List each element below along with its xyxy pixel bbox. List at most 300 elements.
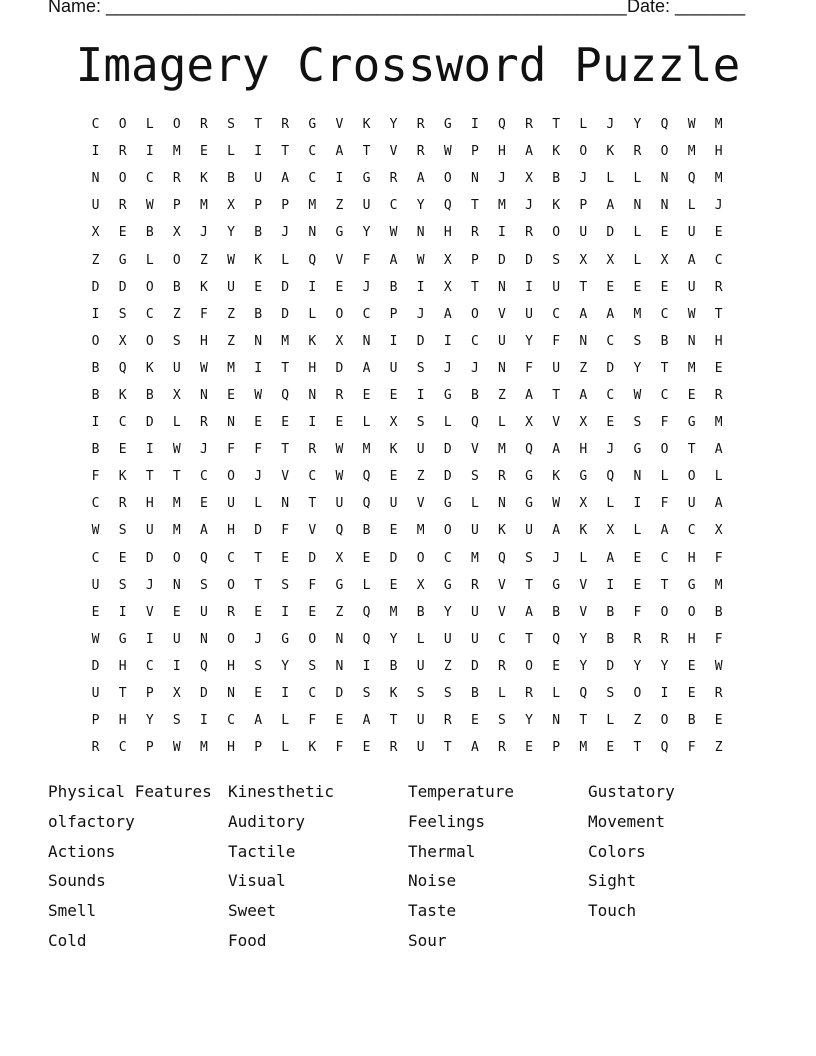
grid-letter: A: [443, 306, 452, 322]
grid-letter: I: [254, 360, 263, 376]
grid-letter: W: [443, 144, 452, 160]
grid-letter: S: [633, 333, 642, 349]
grid-letter: S: [281, 577, 290, 593]
grid-letter: B: [254, 225, 263, 241]
grid-letter: E: [552, 658, 561, 674]
grid-letter: K: [389, 442, 398, 458]
grid-letter: L: [227, 144, 235, 160]
grid-letter: O: [633, 686, 642, 702]
grid-letter: V: [498, 306, 506, 322]
word-bank-item: Tactile: [228, 841, 296, 861]
grid-letter: L: [498, 415, 506, 431]
grid-letter: H: [498, 144, 506, 160]
grid-letter: D: [254, 523, 263, 539]
grid-letter: I: [145, 631, 154, 647]
grid-letter: S: [498, 713, 506, 729]
grid-letter: Z: [498, 387, 506, 403]
grid-letter: O: [660, 442, 669, 458]
grid-letter: P: [254, 198, 263, 214]
grid-letter: J: [606, 442, 615, 458]
grid-letter: M: [416, 523, 425, 539]
grid-letter: I: [443, 333, 452, 349]
grid-letter: B: [470, 686, 479, 702]
grid-letter: Y: [633, 117, 642, 133]
grid-letter: O: [145, 279, 154, 295]
grid-letter: T: [389, 713, 398, 729]
grid-letter: S: [118, 306, 127, 322]
grid-letter: N: [498, 496, 506, 512]
grid-letter: I: [498, 225, 506, 241]
grid-letter: B: [227, 171, 235, 187]
grid-letter: L: [416, 631, 425, 647]
grid-letter: A: [579, 387, 588, 403]
grid-letter: E: [335, 415, 344, 431]
grid-letter: D: [389, 550, 398, 566]
grid-letter: L: [552, 686, 561, 702]
grid-letter: D: [335, 686, 344, 702]
grid-letter: U: [227, 279, 235, 295]
grid-letter: N: [200, 631, 208, 647]
grid-letter: U: [687, 225, 696, 241]
grid-letter: O: [687, 604, 696, 620]
grid-letter: X: [91, 225, 100, 241]
grid-letter: Q: [335, 523, 344, 539]
grid-letter: D: [91, 658, 100, 674]
grid-letter: A: [362, 360, 371, 376]
grid-letter: S: [416, 415, 425, 431]
grid-letter: B: [145, 225, 154, 241]
grid-letter: B: [416, 604, 425, 620]
grid-letter: F: [714, 631, 723, 647]
grid-letter: E: [362, 740, 371, 756]
grid-letter: A: [660, 523, 669, 539]
grid-letter: S: [118, 577, 127, 593]
grid-letter: X: [172, 387, 181, 403]
grid-letter: H: [227, 523, 235, 539]
grid-letter: L: [633, 523, 642, 539]
grid-letter: G: [443, 387, 452, 403]
grid-letter: J: [200, 225, 208, 241]
grid-letter: D: [416, 333, 425, 349]
word-bank-item: olfactory: [48, 811, 135, 831]
grid-letter: K: [145, 360, 154, 376]
word-bank-item: Taste: [408, 901, 457, 921]
grid-letter: F: [525, 360, 533, 376]
grid-letter: T: [525, 631, 533, 647]
grid-letter: Q: [200, 550, 208, 566]
grid-letter: L: [281, 252, 290, 268]
grid-letter: M: [714, 117, 723, 133]
grid-letter: Q: [281, 387, 290, 403]
grid-letter: R: [443, 713, 452, 729]
grid-letter: W: [91, 631, 100, 647]
grid-letter: E: [254, 604, 263, 620]
grid-letter: O: [118, 171, 127, 187]
grid-letter: K: [552, 469, 561, 485]
grid-letter: E: [389, 577, 398, 593]
grid-letter: N: [308, 387, 317, 403]
grid-letter: R: [470, 225, 479, 241]
grid-letter: I: [145, 442, 154, 458]
grid-letter: F: [281, 523, 290, 539]
grid-letter: R: [227, 604, 235, 620]
grid-letter: Z: [443, 658, 452, 674]
grid-letter: B: [172, 279, 181, 295]
grid-letter: G: [443, 577, 452, 593]
grid-letter: R: [200, 117, 208, 133]
grid-letter: C: [308, 144, 317, 160]
grid-letter: E: [606, 415, 615, 431]
grid-letter: A: [362, 713, 371, 729]
grid-letter: O: [660, 604, 669, 620]
grid-letter: Y: [227, 225, 235, 241]
grid-letter: A: [525, 387, 533, 403]
grid-letter: M: [200, 198, 208, 214]
grid-letter: D: [308, 550, 317, 566]
grid-letter: F: [552, 333, 561, 349]
grid-letter: M: [714, 415, 723, 431]
grid-letter: B: [552, 604, 561, 620]
grid-letter: C: [470, 333, 479, 349]
grid-letter: R: [633, 631, 642, 647]
grid-letter: I: [416, 387, 425, 403]
word-bank-item: Temperature: [408, 782, 514, 801]
grid-letter: O: [335, 306, 344, 322]
grid-letter: F: [714, 550, 723, 566]
grid-letter: A: [281, 171, 290, 187]
grid-letter: R: [498, 740, 506, 756]
grid-letter: R: [660, 631, 669, 647]
grid-letter: S: [416, 686, 425, 702]
grid-letter: N: [498, 279, 506, 295]
grid-letter: H: [118, 713, 127, 729]
grid-letter: H: [714, 333, 723, 349]
grid-letter: B: [606, 631, 615, 647]
grid-letter: E: [362, 387, 371, 403]
grid-letter: I: [200, 713, 208, 729]
grid-letter: E: [687, 387, 696, 403]
grid-letter: R: [416, 144, 425, 160]
grid-letter: X: [525, 171, 533, 187]
grid-letter: X: [714, 523, 723, 539]
grid-letter: Z: [335, 198, 344, 214]
grid-letter: F: [91, 469, 100, 485]
grid-letter: X: [443, 279, 452, 295]
grid-letter: K: [200, 171, 208, 187]
grid-letter: E: [389, 387, 398, 403]
grid-letter: N: [335, 631, 344, 647]
grid-letter: K: [254, 252, 263, 268]
grid-letter: C: [606, 333, 615, 349]
grid-letter: U: [91, 198, 100, 214]
grid-letter: Q: [362, 631, 371, 647]
grid-letter: M: [498, 442, 506, 458]
grid-letter: E: [362, 550, 371, 566]
grid-letter: L: [606, 713, 615, 729]
grid-letter: K: [498, 523, 506, 539]
grid-letter: X: [660, 252, 669, 268]
grid-letter: I: [660, 686, 669, 702]
grid-letter: U: [254, 171, 263, 187]
grid-letter: C: [687, 523, 696, 539]
grid-letter: X: [606, 252, 615, 268]
grid-letter: R: [118, 198, 127, 214]
grid-letter: L: [498, 686, 506, 702]
grid-letter: Q: [443, 198, 452, 214]
grid-letter: Q: [552, 631, 561, 647]
grid-letter: H: [308, 360, 317, 376]
grid-letter: P: [579, 198, 588, 214]
grid-letter: Z: [227, 333, 235, 349]
grid-letter: K: [579, 523, 588, 539]
grid-letter: H: [687, 631, 696, 647]
word-bank-item: Kinesthetic: [228, 782, 334, 801]
grid-letter: T: [579, 279, 588, 295]
grid-letter: X: [172, 686, 181, 702]
grid-letter: O: [118, 117, 127, 133]
grid-letter: R: [118, 144, 127, 160]
grid-letter: M: [579, 740, 588, 756]
grid-letter: L: [470, 496, 479, 512]
grid-letter: U: [525, 306, 533, 322]
grid-letter: S: [525, 550, 533, 566]
grid-letter: O: [227, 469, 235, 485]
grid-letter: G: [335, 577, 344, 593]
grid-letter: E: [660, 225, 669, 241]
grid-letter: C: [606, 387, 615, 403]
grid-letter: G: [552, 577, 561, 593]
grid-letter: X: [172, 225, 181, 241]
grid-letter: R: [389, 171, 398, 187]
grid-letter: A: [335, 144, 344, 160]
header-line: [48, 0, 748, 18]
grid-letter: D: [281, 306, 290, 322]
grid-letter: O: [660, 144, 669, 160]
grid-letter: L: [362, 415, 371, 431]
grid-letter: E: [525, 740, 533, 756]
grid-letter: Z: [200, 252, 208, 268]
grid-letter: E: [254, 686, 263, 702]
grid-letter: T: [281, 442, 290, 458]
grid-letter: B: [91, 387, 100, 403]
grid-letter: V: [579, 604, 588, 620]
grid-letter: V: [498, 577, 506, 593]
grid-letter: Q: [498, 550, 506, 566]
grid-letter: K: [118, 469, 127, 485]
grid-letter: W: [172, 740, 181, 756]
grid-letter: J: [200, 442, 208, 458]
grid-letter: U: [416, 442, 425, 458]
grid-letter: Y: [362, 225, 371, 241]
grid-letter: Y: [416, 198, 425, 214]
grid-letter: G: [362, 171, 371, 187]
grid-letter: W: [389, 225, 398, 241]
grid-letter: S: [118, 523, 127, 539]
grid-letter: D: [281, 279, 290, 295]
grid-letter: R: [335, 387, 344, 403]
grid-letter: E: [606, 279, 615, 295]
grid-letter: M: [498, 198, 506, 214]
grid-letter: A: [389, 252, 398, 268]
grid-letter: C: [660, 550, 669, 566]
grid-letter: C: [389, 198, 398, 214]
grid-letter: Q: [606, 469, 615, 485]
grid-letter: S: [552, 252, 561, 268]
letter-grid: [82, 111, 732, 761]
grid-letter: X: [606, 523, 615, 539]
grid-letter: M: [714, 577, 723, 593]
grid-letter: L: [281, 713, 290, 729]
grid-letter: V: [335, 252, 344, 268]
grid-letter: G: [118, 252, 127, 268]
grid-letter: B: [362, 523, 371, 539]
grid-letter: X: [579, 496, 588, 512]
grid-letter: J: [470, 360, 479, 376]
grid-letter: M: [633, 306, 642, 322]
grid-letter: L: [579, 550, 588, 566]
grid-letter: I: [91, 415, 100, 431]
grid-letter: Q: [660, 117, 669, 133]
grid-letter: J: [416, 306, 425, 322]
grid-letter: L: [281, 740, 290, 756]
grid-letter: O: [660, 713, 669, 729]
grid-letter: Y: [389, 117, 398, 133]
grid-letter: S: [172, 713, 181, 729]
grid-letter: M: [172, 144, 181, 160]
grid-letter: L: [145, 252, 154, 268]
grid-letter: P: [145, 686, 154, 702]
grid-letter: Z: [335, 604, 344, 620]
grid-letter: F: [660, 496, 669, 512]
page-title: Imagery Crossword Puzzle: [75, 38, 741, 92]
grid-letter: C: [660, 387, 669, 403]
word-bank-item: Thermal: [408, 841, 476, 861]
grid-letter: F: [362, 252, 371, 268]
grid-letter: N: [200, 387, 208, 403]
grid-letter: K: [606, 144, 615, 160]
grid-letter: C: [118, 740, 127, 756]
grid-letter: Q: [200, 658, 208, 674]
grid-letter: P: [389, 306, 398, 322]
grid-letter: M: [687, 360, 696, 376]
grid-letter: Y: [633, 360, 642, 376]
grid-letter: H: [227, 740, 235, 756]
grid-letter: Z: [579, 360, 588, 376]
grid-letter: K: [200, 279, 208, 295]
grid-letter: N: [470, 171, 479, 187]
grid-letter: V: [389, 144, 398, 160]
grid-letter: E: [91, 604, 100, 620]
grid-letter: M: [308, 198, 317, 214]
grid-letter: T: [579, 713, 588, 729]
grid-letter: T: [118, 686, 127, 702]
grid-letter: I: [470, 117, 479, 133]
grid-letter: A: [416, 171, 425, 187]
grid-letter: O: [552, 225, 561, 241]
grid-letter: T: [714, 306, 723, 322]
grid-letter: Y: [525, 713, 533, 729]
grid-letter: V: [579, 577, 588, 593]
grid-letter: D: [118, 279, 127, 295]
grid-letter: V: [281, 469, 290, 485]
word-bank-item: Sight: [588, 871, 637, 891]
grid-letter: N: [172, 577, 181, 593]
grid-letter: E: [633, 577, 642, 593]
grid-letter: R: [281, 117, 290, 133]
grid-letter: I: [633, 496, 642, 512]
grid-letter: Z: [91, 252, 100, 268]
grid-letter: E: [470, 713, 479, 729]
grid-letter: S: [254, 658, 263, 674]
grid-letter: J: [145, 577, 154, 593]
grid-letter: L: [172, 415, 181, 431]
grid-letter: W: [172, 442, 181, 458]
grid-letter: L: [633, 225, 642, 241]
grid-letter: U: [91, 686, 100, 702]
grid-letter: O: [579, 144, 588, 160]
grid-letter: N: [498, 360, 506, 376]
grid-letter: H: [443, 225, 452, 241]
grid-letter: P: [172, 198, 181, 214]
grid-letter: C: [714, 252, 723, 268]
grid-letter: A: [606, 198, 615, 214]
grid-letter: R: [714, 279, 723, 295]
grid-letter: A: [714, 496, 723, 512]
grid-letter: N: [91, 171, 100, 187]
grid-letter: U: [579, 225, 588, 241]
grid-letter: R: [91, 740, 100, 756]
grid-letter: A: [714, 442, 723, 458]
grid-letter: B: [91, 442, 100, 458]
grid-letter: E: [335, 279, 344, 295]
grid-letter: U: [172, 631, 181, 647]
grid-letter: G: [579, 469, 588, 485]
grid-letter: V: [470, 442, 479, 458]
grid-letter: U: [145, 523, 154, 539]
grid-letter: E: [281, 415, 290, 431]
grid-letter: J: [525, 198, 533, 214]
grid-letter: V: [308, 523, 317, 539]
word-bank-item: Physical Features: [48, 782, 212, 801]
grid-letter: L: [362, 577, 371, 593]
word-bank-item: Smell: [48, 901, 97, 921]
grid-letter: U: [362, 198, 371, 214]
grid-letter: A: [552, 442, 561, 458]
grid-letter: T: [172, 469, 181, 485]
grid-letter: C: [660, 306, 669, 322]
grid-letter: T: [660, 360, 669, 376]
grid-letter: A: [254, 713, 263, 729]
grid-letter: U: [416, 713, 425, 729]
grid-letter: I: [416, 279, 425, 295]
grid-letter: W: [335, 469, 344, 485]
grid-letter: F: [687, 740, 696, 756]
grid-letter: A: [525, 144, 533, 160]
grid-letter: K: [308, 333, 317, 349]
grid-letter: I: [281, 686, 290, 702]
grid-letter: T: [362, 144, 371, 160]
grid-letter: M: [172, 496, 181, 512]
grid-letter: E: [227, 387, 235, 403]
grid-letter: G: [687, 415, 696, 431]
grid-letter: P: [254, 740, 263, 756]
grid-letter: R: [498, 658, 506, 674]
grid-letter: N: [281, 496, 290, 512]
grid-letter: C: [443, 550, 452, 566]
grid-letter: C: [91, 496, 100, 512]
grid-letter: Q: [498, 117, 506, 133]
grid-letter: E: [308, 604, 317, 620]
